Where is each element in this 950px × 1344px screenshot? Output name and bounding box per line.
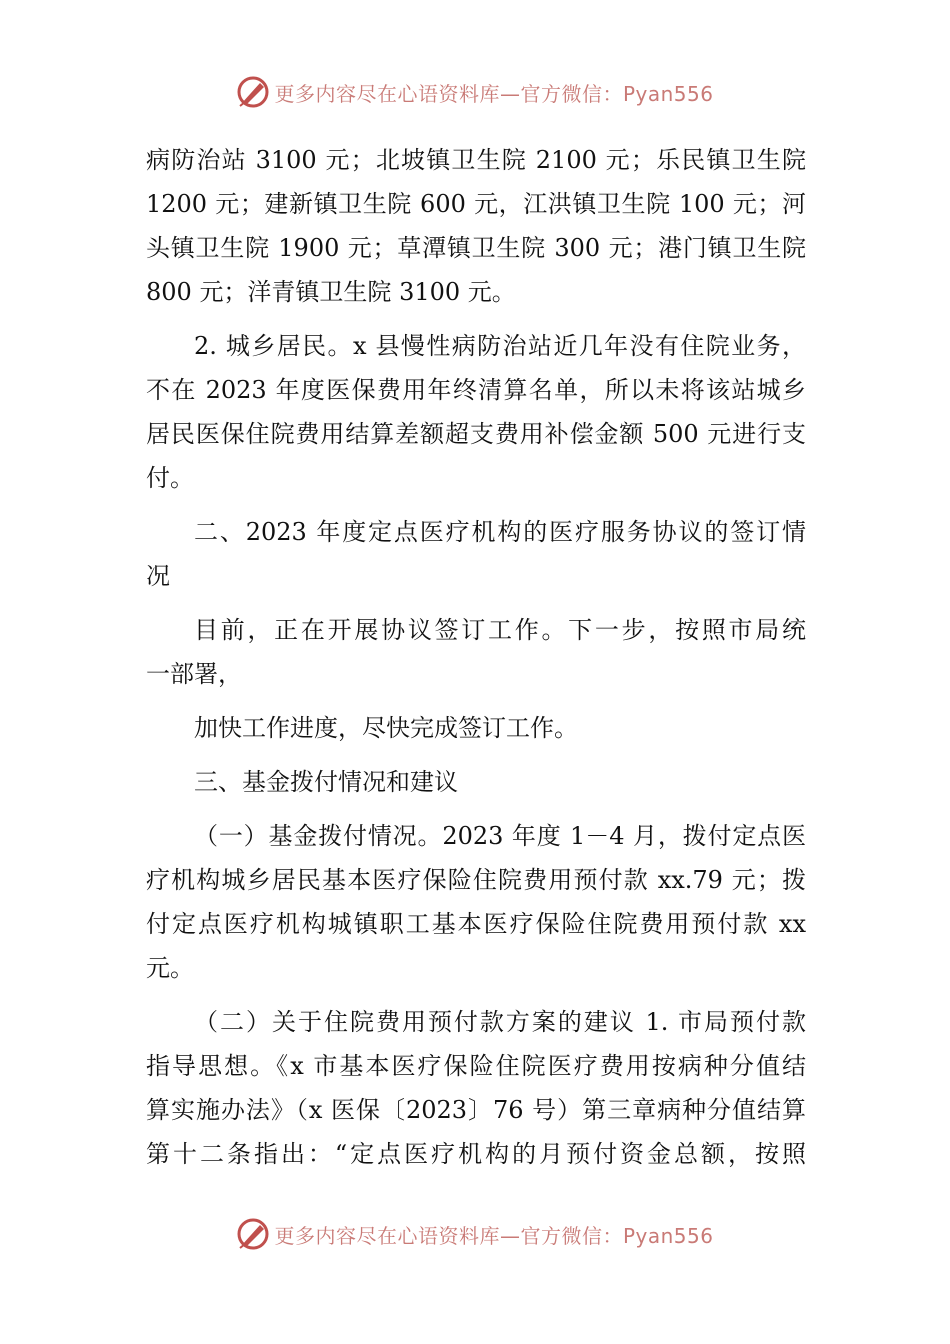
text-line: 一部署， (146, 660, 242, 688)
text-line: 元。 (146, 954, 194, 982)
text-line: （二）关于住院费用预付款方案的建议 1. 市局预付款 (194, 1008, 806, 1036)
text-line: 病防治站 3100 元；北坡镇卫生院 2100 元；乐民镇卫生院 (146, 146, 806, 174)
document-body (146, 138, 806, 1176)
text-line: 目前，正在开展协议签订工作。下一步，按照市局统 (194, 616, 806, 644)
text-line: 指导思想。《x 市基本医疗保险住院医疗费用按病种分值结 (146, 1052, 806, 1080)
text-line: 算实施办法》（x 医保〔2023〕76 号）第三章病种分值结算 (146, 1096, 806, 1124)
text-line: 头镇卫生院 1900 元；草潭镇卫生院 300 元；港门镇卫生院 (146, 234, 806, 262)
text-line: 2. 城乡居民。x 县慢性病防治站近几年没有住院业务， (194, 332, 806, 360)
text-line: （一）基金拨付情况。2023 年度 1－4 月，拨付定点医 (194, 822, 806, 850)
text-line: 加快工作进度，尽快完成签订工作。 (194, 714, 578, 742)
header-watermark (0, 72, 950, 112)
text-line: 疗机构城乡居民基本医疗保险住院费用预付款 xx.79 元；拨 (146, 866, 806, 894)
pen-logo-icon (236, 1217, 270, 1251)
text-line: 不在 2023 年度医保费用年终清算名单，所以未将该站城乡 (146, 376, 806, 404)
text-line: 1200 元；建新镇卫生院 600 元，江洪镇卫生院 100 元；河 (146, 190, 806, 218)
pen-logo-icon (236, 75, 270, 109)
text-line: 第十二条指出：“定点医疗机构的月预付资金总额，按照 (146, 1140, 806, 1168)
footer-watermark (0, 1214, 950, 1254)
header-banner-text: 更多内容尽在心语资料库—官方微信：Pyan556 (274, 81, 714, 106)
section-heading: 况 (146, 562, 170, 590)
section-heading: 三、基金拨付情况和建议 (194, 768, 458, 796)
text-line: 付定点医疗机构城镇职工基本医疗保险住院费用预付款 xx (146, 910, 806, 938)
footer-banner-text: 更多内容尽在心语资料库—官方微信：Pyan556 (274, 1223, 714, 1248)
text-line: 付。 (146, 464, 194, 492)
text-line: 居民医保住院费用结算差额超支费用补偿金额 500 元进行支 (146, 420, 806, 448)
text-line: 800 元；洋青镇卫生院 3100 元。 (146, 278, 516, 306)
section-heading: 二、2023 年度定点医疗机构的医疗服务协议的签订情 (194, 518, 806, 546)
